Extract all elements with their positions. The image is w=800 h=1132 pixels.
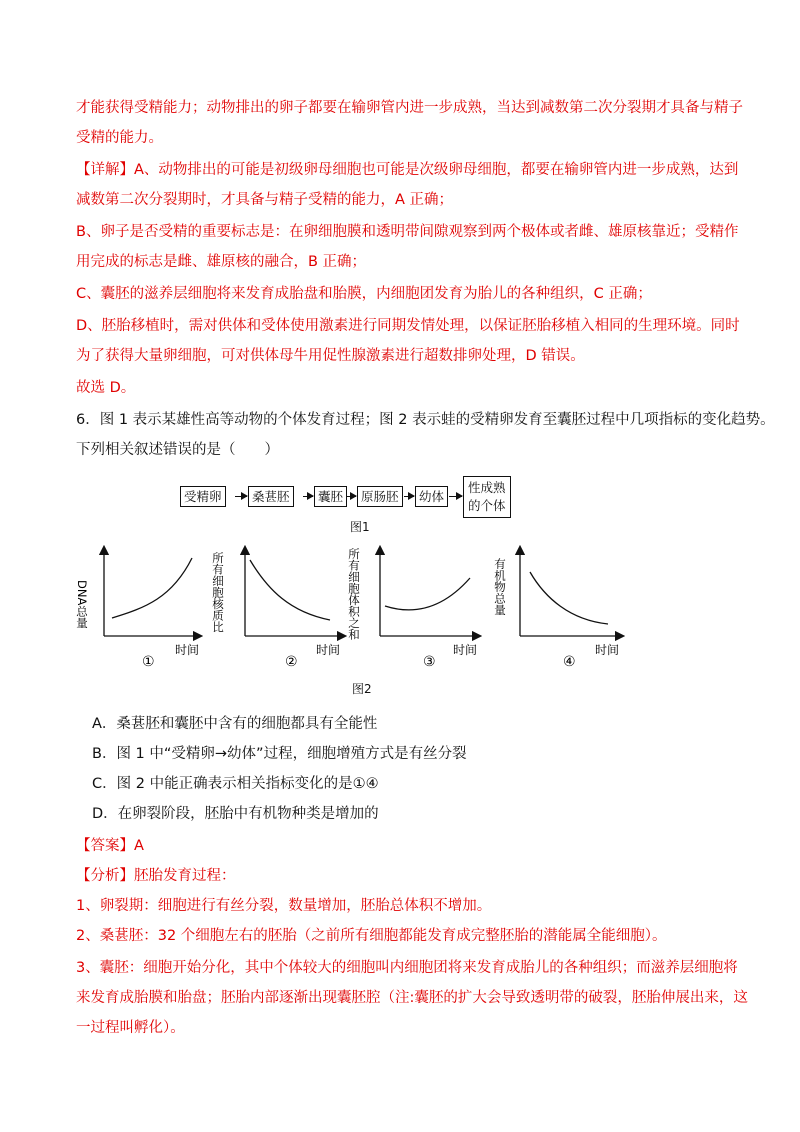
graph-mark: ① xyxy=(142,654,155,670)
flow-arrow xyxy=(235,496,247,497)
option-a: A．桑葚胚和囊胚中含有的细胞都具有全能性 xyxy=(92,716,378,732)
x-axis-label: 时间 xyxy=(175,643,200,657)
figure1-flowchart xyxy=(180,480,520,520)
flow-box-blastocyst: 囊胚 xyxy=(314,486,347,507)
option-b: B．图 1 中“受精卵→幼体”过程，细胞增殖方式是有丝分裂 xyxy=(92,746,467,762)
flow-box-gastrula: 原肠胚 xyxy=(357,486,403,507)
y-axis-label: DNA总量 xyxy=(75,580,89,629)
curve-increasing xyxy=(112,558,192,618)
analysis-line: 一过程叫孵化）。 xyxy=(76,1020,185,1036)
paragraph-line: 为了获得大量卵细胞，可对供体母牛用促性腺激素进行超数排卵处理，D 错误。 xyxy=(76,348,585,364)
x-axis-label: 时间 xyxy=(316,643,341,657)
paragraph-line: 才能获得受精能力；动物排出的卵子都要在输卵管内进一步成熟，当达到减数第二次分裂期才具备与精子 xyxy=(76,100,743,116)
answer-line: 【答案】A xyxy=(76,838,144,854)
flow-arrow xyxy=(303,496,313,497)
figure2-graphs xyxy=(75,540,640,685)
graph-mark: ④ xyxy=(563,654,576,670)
flow-box-mature-individual xyxy=(463,476,511,518)
paragraph-line: B、卵子是否受精的重要标志是：在卵细胞膜和透明带间隙观察到两个极体或者雌、雄原核靠近；受精作 xyxy=(76,224,739,240)
paragraph-line: 用完成的标志是雌、雄原核的融合，B 正确； xyxy=(76,254,367,270)
curve-decreasing xyxy=(530,572,608,624)
flow-arrow xyxy=(449,496,462,497)
paragraph-line: D、胚胎移植时，需对供体和受体使用激素进行同期发情处理，以保证胚胎移植入相同的生理环境。同时 xyxy=(76,318,740,334)
option-c: C．图 2 中能正确表示相关指标变化的是①④ xyxy=(92,776,379,792)
paragraph-line: C、囊胚的滋养层细胞将来发育成胎盘和胎膜，内细胞团发育为胎儿的各种组织，C 正确； xyxy=(76,286,652,302)
graph-total-cell-volume xyxy=(347,548,477,670)
flow-box-line: 的个体 xyxy=(468,498,506,513)
analysis-line: 2、桑葚胚：32 个细胞左右的胚胎（之前所有细胞都能发育成完整胚胎的潜能属全能细胞）。 xyxy=(76,928,667,944)
curve-decreasing xyxy=(250,560,330,620)
flow-box-fertilized-egg: 受精卵 xyxy=(180,486,226,507)
paragraph-line: 减数第二次分裂期时，才具备与精子受精的能力，A 正确； xyxy=(76,192,454,208)
x-axis-label: 时间 xyxy=(453,643,478,657)
y-axis-label: 所有细胞体积之和 xyxy=(347,548,361,640)
analysis-line: 3、囊胚：细胞开始分化，其中个体较大的细胞叫内细胞团将来发育成胎儿的各种组织；而滋养层细胞将 xyxy=(76,960,738,976)
flow-box-line: 性成熟 xyxy=(468,480,506,495)
conclusion-line: 故选 D。 xyxy=(76,380,136,396)
flow-box-morula: 桑葚胚 xyxy=(248,486,294,507)
flow-box-larva: 幼体 xyxy=(415,486,448,507)
detail-paragraph: 【详解】A、动物排出的可能是初级卵母细胞也可能是次级卵母细胞，都要在输卵管内进一步成熟，达到 xyxy=(76,162,739,178)
graph-dna-total xyxy=(75,550,199,670)
y-axis-label: 有机物总量 xyxy=(493,558,507,616)
graph-mark: ③ xyxy=(423,654,436,670)
analysis-line: 1、卵裂期：细胞进行有丝分裂，数量增加，胚胎总体积不增加。 xyxy=(76,898,492,914)
y-axis-label: 所有细胞核质比 xyxy=(211,552,225,633)
graph-organic-matter-total xyxy=(493,550,620,670)
question-stem: 下列相关叙述错误的是（ ） xyxy=(76,442,279,458)
graph-nucleus-cytoplasm-ratio xyxy=(211,550,342,670)
analysis-line: 来发育成胎膜和胎盘；胚胎内部逐渐出现囊胚腔（注:囊胚的扩大会导致透明带的破裂，胚胎伸展出来，这 xyxy=(76,990,748,1006)
analysis-heading: 【分析】胚胎发育过程： xyxy=(76,868,236,884)
x-axis-label: 时间 xyxy=(595,643,620,657)
flow-arrow xyxy=(346,496,356,497)
curve-dip-increase xyxy=(385,578,470,610)
paragraph-line: 受精的能力。 xyxy=(76,130,163,146)
flow-arrow xyxy=(404,496,414,497)
option-d: D．在卵裂阶段，胚胎中有机物种类是增加的 xyxy=(92,806,379,822)
graph-mark: ② xyxy=(285,654,298,670)
figure1-caption: 图1 xyxy=(350,520,370,534)
figure2-caption: 图2 xyxy=(352,682,372,696)
question-stem: 6．图 1 表示某雄性高等动物的个体发育过程；图 2 表示蛙的受精卵发育至囊胚过程中几项指标的变化趋势。 xyxy=(76,412,775,428)
